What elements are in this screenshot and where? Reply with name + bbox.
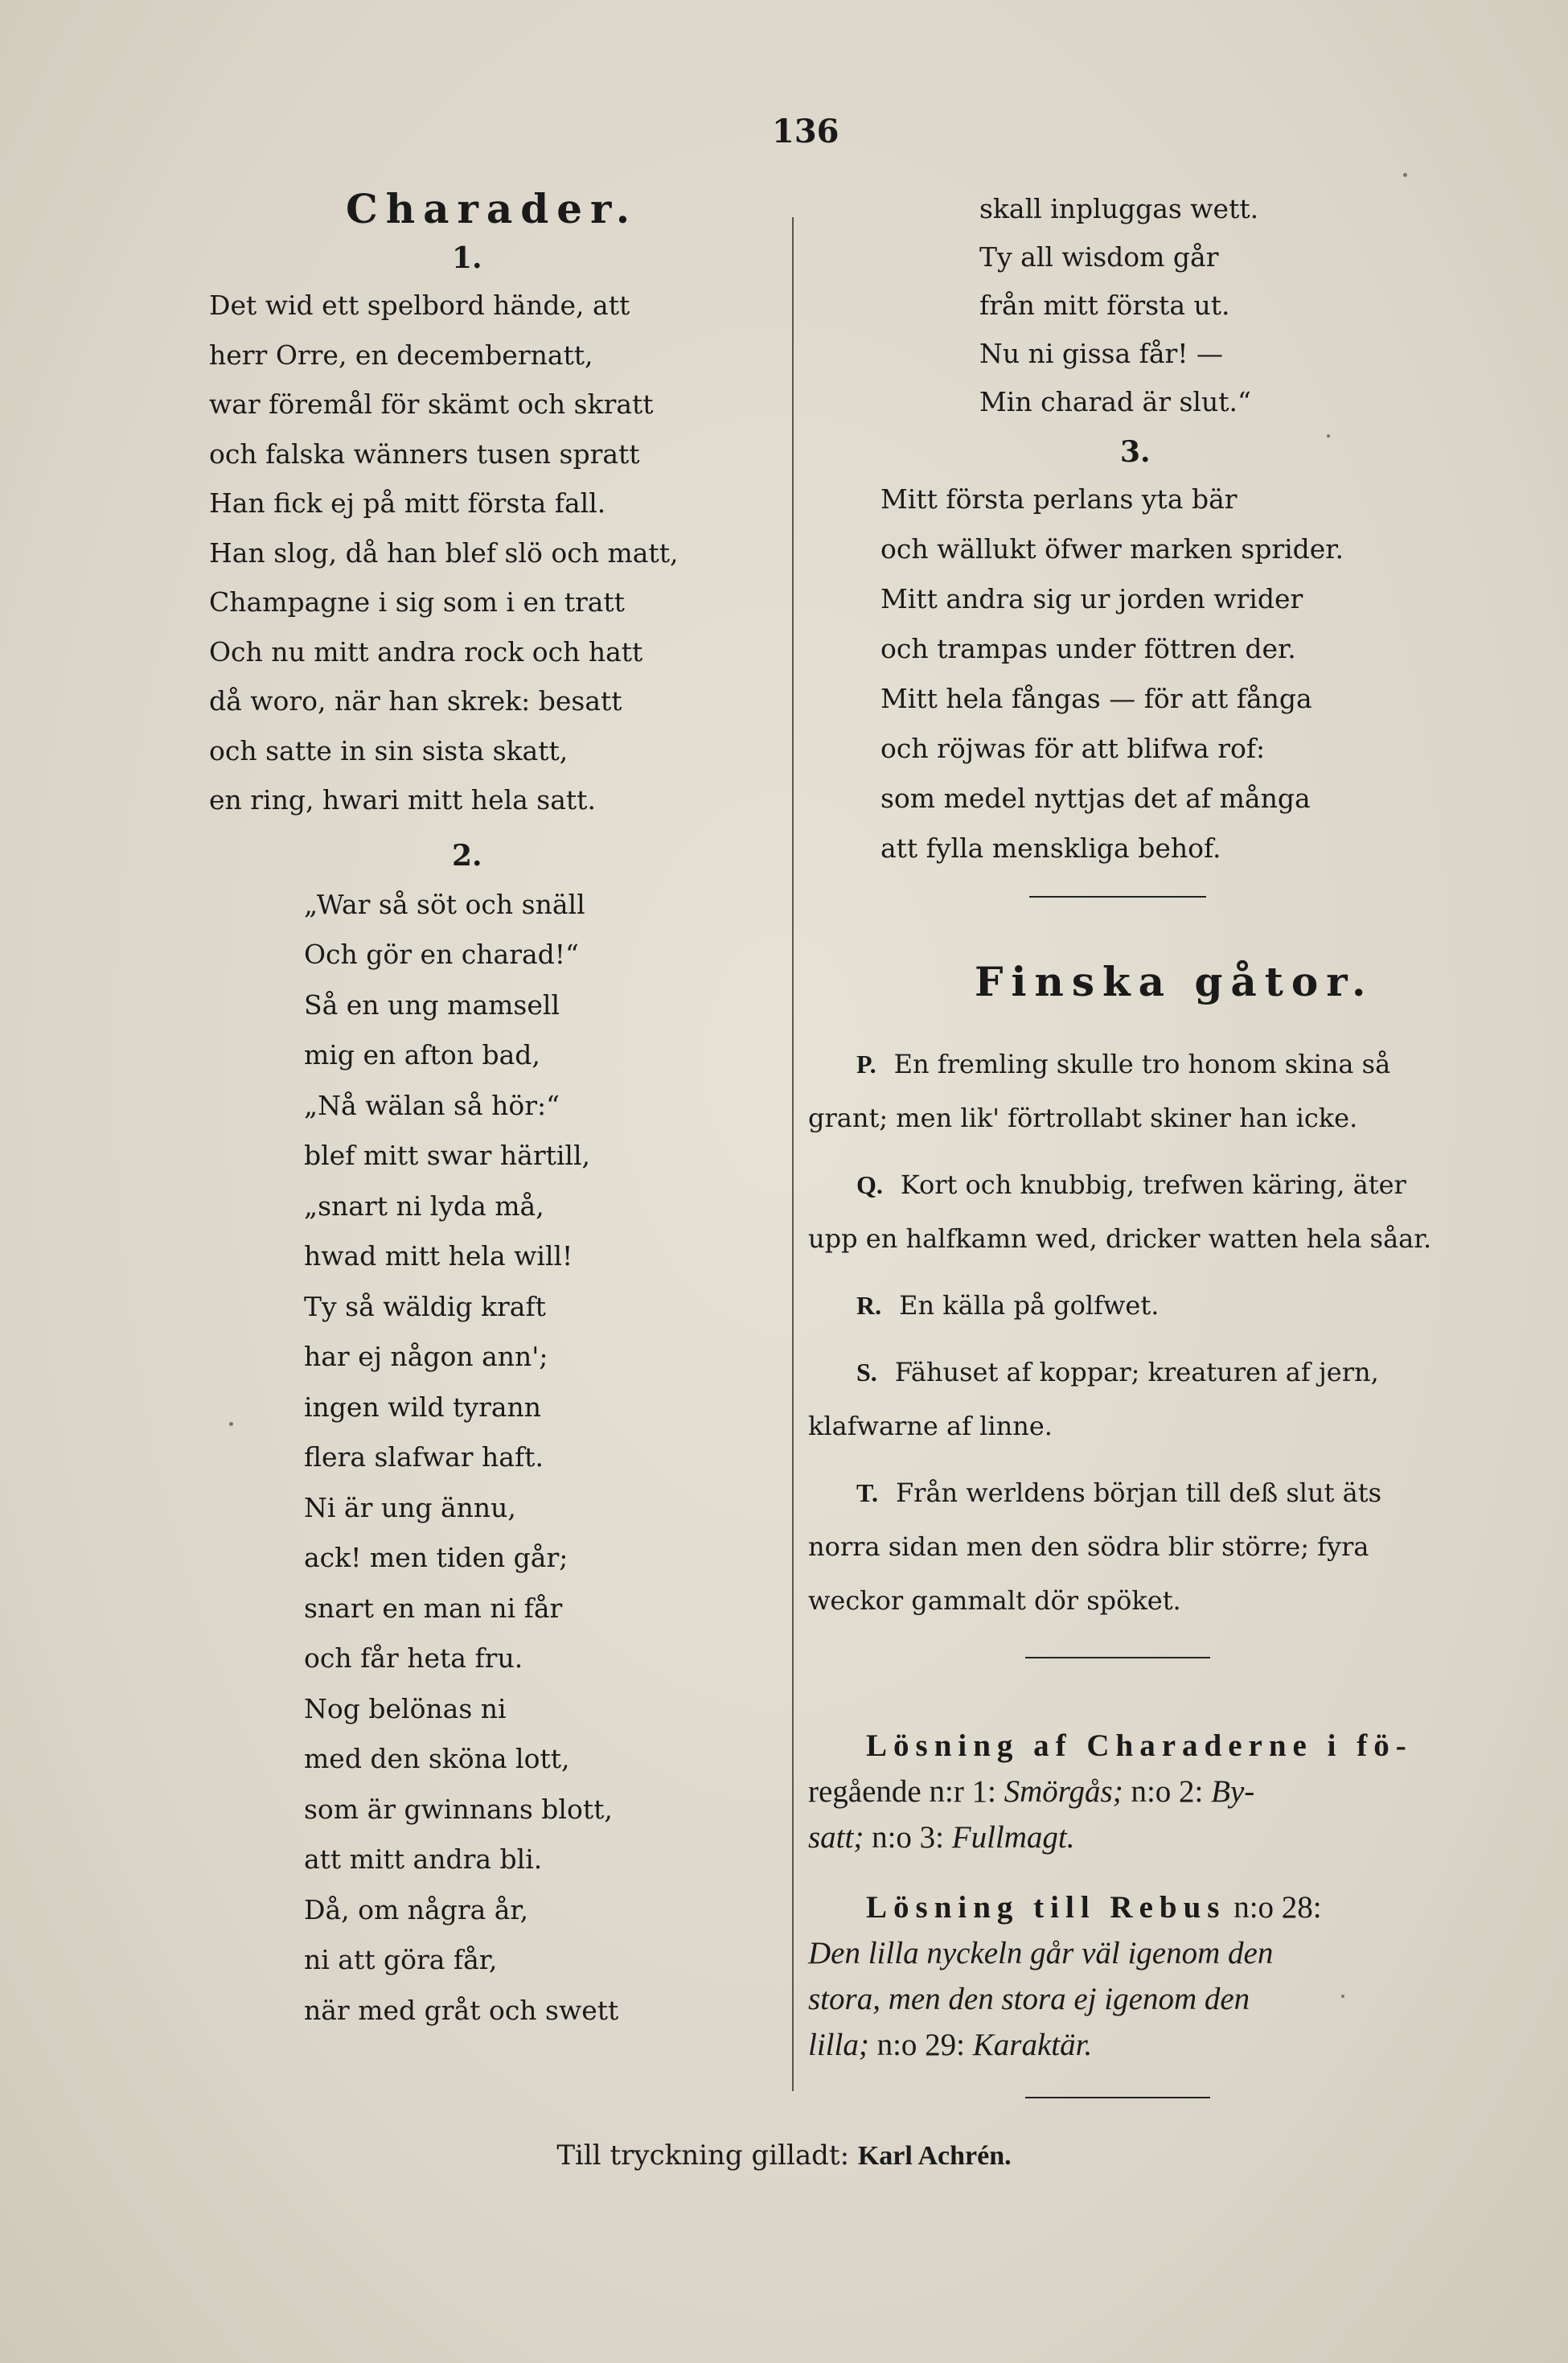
riddle-letter: R. (856, 1291, 882, 1320)
riddle-letter: Q. (856, 1170, 883, 1199)
riddle-q (808, 1158, 1459, 1266)
riddle-line: grant; men lik' förtrollabt skiner han icke. (808, 1103, 1358, 1133)
riddle-line (808, 1466, 1459, 1520)
solution-heading: Lösning af Charaderne i fö- (866, 1728, 1413, 1763)
riddle-t (808, 1466, 1459, 1628)
poem-line: Mitt hela fångas — för att fånga (880, 683, 1312, 714)
solution-answer: By- (1211, 1774, 1255, 1809)
poem-line: Champagne i sig som i en tratt (209, 586, 625, 618)
finska-gator-heading: Finska gåtor. (975, 958, 1374, 1005)
riddle-text: Fähuset af koppar; kreaturen af jern, (894, 1357, 1379, 1387)
poem-line: då woro, när han skrek: besatt (209, 685, 622, 717)
solution-answer: lilla; (808, 2028, 869, 2062)
print-speck (229, 1422, 233, 1426)
section-rule (1025, 2097, 1210, 2098)
poem-line: och falska wänners tusen spratt (209, 438, 640, 470)
poem-line: Mitt andra sig ur jorden wrider (880, 583, 1303, 614)
solution-title (808, 1884, 1459, 1930)
poem-line: och satte in sin sista skatt, (209, 734, 569, 766)
print-speck (1327, 434, 1330, 438)
riddle-s (808, 1346, 1459, 1453)
solution-ref: n:o 3: (864, 1820, 952, 1855)
poem-line: war föremål för skämt och skratt (209, 388, 654, 420)
solution-title (808, 1723, 1459, 1769)
solution-line (808, 1769, 1459, 1814)
poem-line: Då, om några år, (304, 1893, 529, 1925)
riddle-text: Från werldens början till deß slut äts (895, 1477, 1381, 1508)
censor-name: Karl Achrén. (857, 2141, 1012, 2171)
poem-line: att mitt andra bli. (304, 1843, 543, 1875)
poem-line: skall inpluggas wett. (979, 193, 1259, 224)
poem-line: har ej någon ann'; (304, 1341, 548, 1372)
riddle-line: klafwarne af linne. (808, 1411, 1053, 1441)
poem-line: Mitt första perlans yta bär (880, 483, 1238, 515)
riddle-letter: P. (856, 1050, 876, 1079)
poem-line: Min charad är slut.“ (979, 386, 1251, 417)
section-rule (1025, 1657, 1210, 1658)
poem-line: Nu ni gissa får! — (979, 338, 1224, 369)
solution-heading: Lösning till Rebus (866, 1890, 1226, 1925)
print-speck (1403, 173, 1407, 177)
solution-answer: Smörgås; (1004, 1774, 1123, 1809)
poem-line: Och gör en charad!“ (304, 939, 579, 970)
poem-line: Ty så wäldig kraft (304, 1290, 546, 1322)
solution-ref: regående n:r 1: (808, 1774, 1004, 1809)
poem-line: som medel nyttjas det af många (880, 783, 1311, 814)
poem-line: herr Orre, en decembernatt, (209, 339, 593, 371)
solution-answer: Fullmagt. (951, 1820, 1075, 1855)
riddle-line: norra sidan men den södra blir större; fyra (808, 1531, 1369, 1562)
riddle-text: En källa på golfwet. (899, 1290, 1160, 1321)
riddle-letter: S. (856, 1358, 877, 1387)
poem-line: Och nu mitt andra rock och hatt (209, 635, 643, 668)
charad-2-number: 2. (452, 838, 482, 873)
poem-line: och får heta fru. (304, 1642, 523, 1674)
poem-line: Han slog, då han blef slö och matt, (209, 536, 679, 569)
poem-line: och röjwas för att blifwa rof: (880, 733, 1266, 764)
poem-line: Så en ung mamsell (304, 988, 560, 1021)
riddle-line (808, 1038, 1459, 1091)
poem-line: „Nå wälan så hör:“ (304, 1089, 560, 1121)
solution-ref: n:o 29: (868, 2028, 973, 2062)
page-number: 136 (772, 113, 839, 150)
poem-line: blef mitt swar härtill, (304, 1140, 591, 1171)
riddle-line: weckor gammalt dör spöket. (808, 1585, 1181, 1616)
poem-line: flera slafwar haft. (304, 1441, 544, 1473)
charad-1-poem (209, 281, 724, 825)
charad-2-continuation (979, 185, 1459, 426)
poem-line: som är gwinnans blott, (304, 1793, 613, 1825)
solution-answer: satt; (808, 1820, 864, 1855)
right-column (808, 185, 1459, 2098)
poem-line: „War så söt och snäll (304, 888, 585, 920)
charad-3-poem (880, 475, 1459, 873)
solution-answer: Karaktär. (972, 2028, 1093, 2062)
poem-line: Ni är ung ännu, (304, 1491, 516, 1523)
poem-line: Det wid ett spelbord hände, att (209, 290, 630, 321)
riddle-r (808, 1279, 1459, 1333)
solution-rebus (808, 1884, 1459, 2068)
poem-line: från mitt första ut. (979, 290, 1230, 321)
imprimatur (0, 2139, 1568, 2172)
poem-line: och trampas under föttren der. (880, 633, 1296, 664)
solution-ref: n:o 28: (1225, 1890, 1322, 1925)
riddle-text: Kort och knubbig, trefwen käring, äter (900, 1169, 1406, 1200)
column-divider (792, 217, 794, 2091)
poem-line: Ty all wisdom går (979, 241, 1219, 273)
poem-line: ni att göra får, (304, 1944, 498, 1975)
riddle-letter: T. (856, 1478, 878, 1507)
charader-heading: Charader. (346, 185, 638, 232)
charad-3-number: 3. (1120, 435, 1151, 469)
charad-1-number: 1. (452, 241, 482, 275)
poem-line: hwad mitt hela will! (304, 1240, 573, 1272)
poem-line: mig en afton bad, (304, 1039, 540, 1071)
riddle-line (808, 1158, 1459, 1212)
poem-line: ingen wild tyrann (304, 1391, 542, 1423)
riddle-line (808, 1279, 1459, 1333)
riddle-line (808, 1346, 1459, 1399)
solution-line (808, 1814, 1459, 1860)
poem-line: „snart ni lyda må, (304, 1190, 544, 1222)
poem-line: när med gråt och swett (304, 1994, 619, 2026)
solution-line: Den lilla nyckeln går väl igenom den (808, 1936, 1274, 1971)
charad-2-poem (304, 880, 724, 2036)
poem-line: att fylla menskliga behof. (880, 832, 1221, 864)
poem-line: ack! men tiden går; (304, 1542, 569, 1573)
solution-ref: n:o 2: (1123, 1774, 1212, 1809)
poem-line: med den sköna lott, (304, 1743, 570, 1774)
poem-line: Nog belönas ni (304, 1692, 507, 1724)
imprimatur-label: Till tryckning gilladt: (556, 2139, 850, 2172)
poem-line: en ring, hwari mitt hela satt. (209, 784, 596, 816)
poem-line: och wällukt öfwer marken sprider. (880, 533, 1344, 565)
poem-line: Han fick ej på mitt första fall. (209, 487, 606, 519)
solution-line (808, 2022, 1459, 2068)
section-rule (1029, 896, 1206, 898)
left-column (161, 185, 724, 2036)
riddle-line: upp en halfkamn wed, dricker watten hela såar. (808, 1223, 1432, 1254)
print-speck (1341, 1995, 1344, 1998)
solution-charader (808, 1723, 1459, 1860)
poem-line: snart en man ni får (304, 1592, 563, 1624)
riddle-text: En fremling skulle tro honom skina så (893, 1049, 1391, 1079)
solution-line: stora, men den stora ej igenom den (808, 1982, 1250, 2016)
riddle-p (808, 1038, 1459, 1145)
